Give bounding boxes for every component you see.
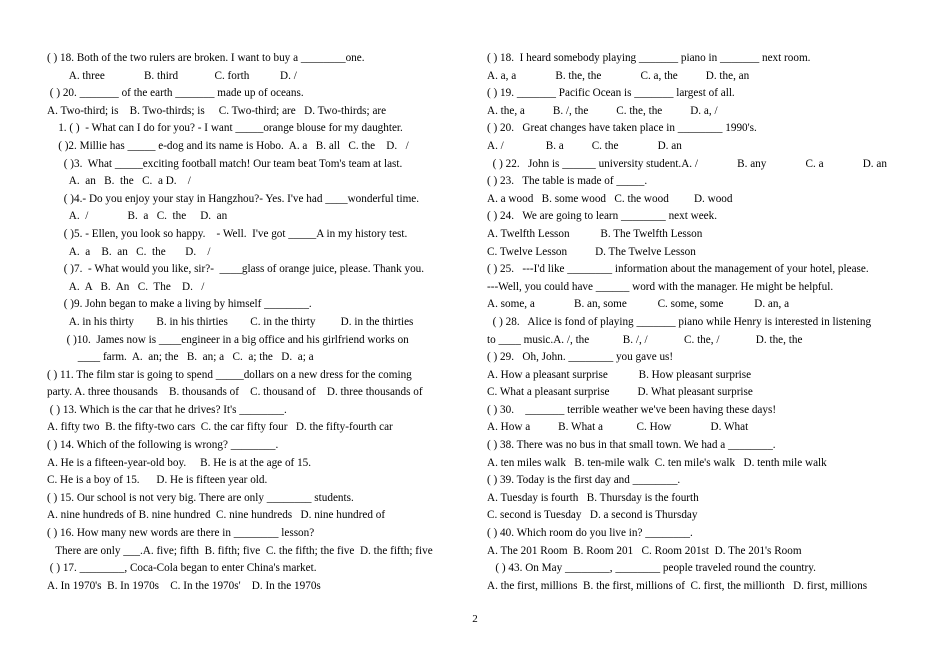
text-line: A. The 201 Room B. Room 201 C. Room 201st D. The 201's Room xyxy=(487,544,802,557)
text-line: There are only ___.A. five; fifth B. fifth; five C. the fifth; the five D. the fifth; five xyxy=(47,544,433,557)
text-line: ( ) 30. _______ terrible weather we've been having these days! xyxy=(487,403,777,416)
text-line: ( ) 11. The film star is going to spend _____dollars on a new dress for the coming xyxy=(47,368,412,381)
text-line: A. a wood B. some wood C. the wood D. wood xyxy=(487,192,733,205)
left-column xyxy=(47,50,462,595)
text-line: ( ) 14. Which of the following is wrong? ________. xyxy=(47,439,279,452)
text-line: ( ) 15. Our school is not very big. There are only ________ students. xyxy=(47,491,354,504)
text-line: ( ) 29. Oh, John. ________ you gave us! xyxy=(487,351,674,364)
text-line: C. Twelve Lesson D. The Twelve Lesson xyxy=(487,245,696,258)
text-line: ( ) 23. The table is made of _____. xyxy=(487,175,648,188)
text-line: ( ) 40. Which room do you live in? ________. xyxy=(487,527,693,540)
text-line: A. an B. the C. a D. / xyxy=(47,175,191,188)
text-line: ( ) 16. How many new words are there in ________ lesson? xyxy=(47,527,315,540)
text-line: A. In 1970's B. In 1970s C. In the 1970s' D. In the 1970s xyxy=(47,579,321,592)
text-line: ( ) 25. ---I'd like ________ information about the management of your hotel, please. xyxy=(487,263,869,276)
text-line: A. / B. a C. the D. an xyxy=(487,139,682,152)
text-line: ( ) 20. _______ of the earth _______ made up of oceans. xyxy=(47,87,304,100)
text-line: A. Twelfth Lesson B. The Twelfth Lesson xyxy=(487,227,703,240)
text-line: A. a B. an C. the D. / xyxy=(47,245,211,258)
text-line: ( ) 43. On May ________, ________ people traveled round the country. xyxy=(487,562,816,575)
text-line: ( )9. John began to make a living by himself ________. xyxy=(47,298,312,311)
text-line: ( )5. - Ellen, you look so happy. - Well. I've got _____A in my history test. xyxy=(47,227,408,240)
text-line: A. He is a fifteen-year-old boy. B. He is at the age of 15. xyxy=(47,456,312,469)
text-line: A. How a pleasant surprise B. How pleasant surprise xyxy=(487,368,752,381)
text-line: A. A B. An C. The D. / xyxy=(47,280,205,293)
text-line: ( ) 17. ________, Coca-Cola began to enter China's market. xyxy=(47,562,317,575)
right-column xyxy=(487,50,907,595)
text-line: ( ) 18. I heard somebody playing _______ piano in _______ next room. xyxy=(487,52,811,64)
text-line: ---Well, you could have ______ word with the manager. He might be helpful. xyxy=(487,280,834,293)
text-line: ( ) 18. Both of the two rulers are broken. I want to buy a ________one. xyxy=(47,52,365,64)
text-line: party. A. three thousands B. thousands of C. thousand of D. three thousands of xyxy=(47,386,423,399)
text-line: A. a, a B. the, the C. a, the D. the, an xyxy=(487,69,750,82)
text-line: C. He is a boy of 15. D. He is fifteen year old. xyxy=(47,474,268,487)
text-line: 1. ( ) - What can I do for you? - I want _____orange blouse for my daughter. xyxy=(47,122,403,135)
text-line: A. the first, millions B. the first, millions of C. first, the millionth D. first, millions xyxy=(487,579,868,592)
text-line: ( ) 28. Alice is fond of playing _______ piano while Henry is interested in listening xyxy=(487,315,872,328)
text-line: ( )7. - What would you like, sir?- ____glass of orange juice, please. Thank you. xyxy=(47,263,425,276)
text-line: ( ) 20. Great changes have taken place in ________ 1990's. xyxy=(487,122,757,135)
text-line: C. second is Tuesday D. a second is Thursday xyxy=(487,509,698,522)
text-line: ( ) 19. _______ Pacific Ocean is _______ largest of all. xyxy=(487,87,735,100)
page-number: 2 xyxy=(472,613,478,625)
text-line: ( )3. What _____exciting football match! Our team beat Tom's team at last. xyxy=(47,157,403,170)
text-line: A. the, a B. /, the C. the, the D. a, / xyxy=(487,104,718,117)
text-line: A. ten miles walk B. ten-mile walk C. ten mile's walk D. tenth mile walk xyxy=(487,456,827,469)
text-line: A. Tuesday is fourth B. Thursday is the fourth xyxy=(487,491,699,504)
text-line: to ____ music.A. /, the B. /, / C. the, / D. the, the xyxy=(487,333,803,346)
text-line: ( )2. Millie has _____ e-dog and its name is Hobo. A. a B. all C. the D. / xyxy=(47,139,409,152)
text-line: A. / B. a C. the D. an xyxy=(47,210,228,223)
text-line: A. some, a B. an, some C. some, some D. an, a xyxy=(487,298,790,311)
text-line: ( ) 39. Today is the first day and ________. xyxy=(487,474,681,487)
text-line: A. nine hundreds of B. nine hundred C. nine hundreds D. nine hundred of xyxy=(47,509,386,522)
text-line: ( ) 13. Which is the car that he drives? It's ________. xyxy=(47,403,287,416)
text-line: ( ) 38. There was no bus in that small town. We had a ________. xyxy=(487,439,776,452)
text-line: A. fifty two B. the fifty-two cars C. the car fifty four D. the fifty-fourth car xyxy=(47,421,393,434)
text-line: ( )10. James now is ____engineer in a big office and his girlfriend works on xyxy=(47,333,409,346)
text-line: ( ) 24. We are going to learn ________ next week. xyxy=(487,210,718,223)
text-line: A. Two-third; is B. Two-thirds; is C. Two-third; are D. Two-thirds; are xyxy=(47,104,387,117)
text-line: ( ) 22. John is ______ university student.A. / B. any C. a D. an xyxy=(487,157,887,170)
text-line: A. three B. third C. forth D. / xyxy=(47,69,297,82)
text-line: A. How a B. What a C. How D. What xyxy=(487,421,749,434)
text-line: ( )4.- Do you enjoy your stay in Hangzhou?- Yes. I've had ____wonderful time. xyxy=(47,192,420,205)
text-line: C. What a pleasant surprise D. What pleasant surprise xyxy=(487,386,753,399)
text-line: A. in his thirty B. in his thirties C. in the thirty D. in the thirties xyxy=(47,315,414,328)
text-line: ____ farm. A. an; the B. an; a C. a; the D. a; a xyxy=(47,351,314,364)
